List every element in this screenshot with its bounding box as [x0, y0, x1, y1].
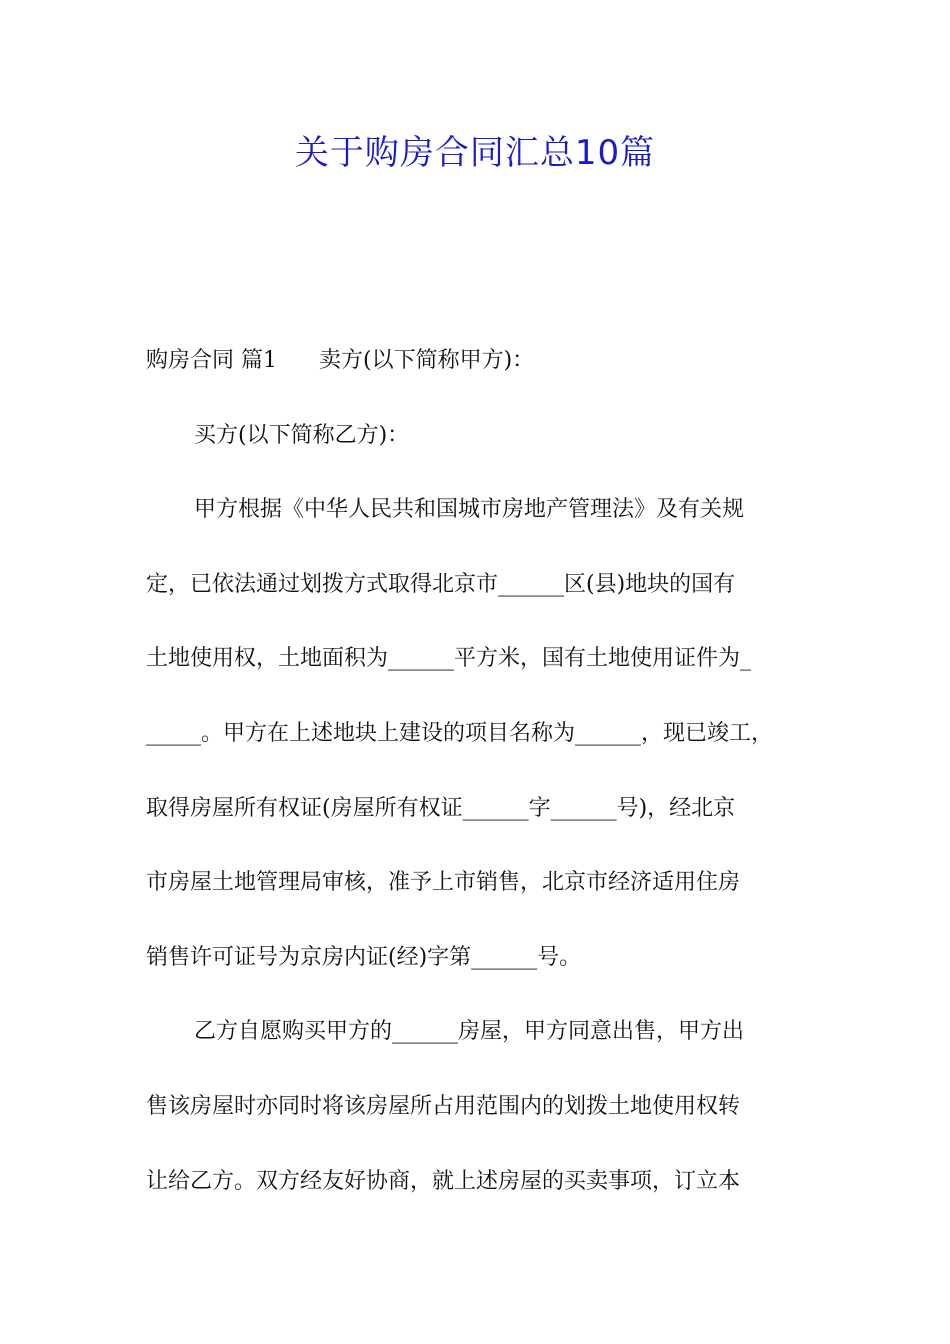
paragraph-1-line-7: 销售许可证号为京房内证(经)字第______号。: [146, 944, 582, 970]
seller-line: 卖方(以下简称甲方)：: [319, 348, 535, 373]
document-title: 关于购房合同汇总10篇: [294, 133, 656, 173]
paragraph-1-line-1: 甲方根据《中华人民共和国城市房地产管理法》及有关规: [194, 497, 745, 523]
paragraph-2-line-3: 让给乙方。双方经友好协商，就上述房屋的买卖事项，订立本: [146, 1168, 741, 1194]
contract-line-1: [146, 335, 810, 410]
contract-body: [146, 335, 810, 1230]
paragraph-1-line-6: 市房屋土地管理局审核，准予上市销售，北京市经济适用住房: [146, 870, 741, 896]
paragraph-1-line-4: _____。甲方在上述地块上建设的项目名称为______，现已竣工，: [146, 720, 774, 746]
paragraph-1-line-2: 定，已依法通过划拨方式取得北京市______区(县)地块的国有: [146, 571, 736, 597]
paragraph-1-line-3: 土地使用权，土地面积为______平方米，国有土地使用证件为_: [146, 646, 752, 672]
paragraph-1-line-5: 取得房屋所有权证(房屋所有权证______字______号)，经北京: [146, 795, 736, 821]
paragraph-2-line-2: 售该房屋时亦同时将该房屋所占用范围内的划拨土地使用权转: [146, 1093, 741, 1119]
paragraph-2-line-1: 乙方自愿购买甲方的______房屋，甲方同意出售，甲方出: [194, 1019, 745, 1045]
section-heading: 购房合同 篇1: [146, 348, 277, 373]
buyer-line: 买方(以下简称乙方)：: [194, 422, 410, 448]
